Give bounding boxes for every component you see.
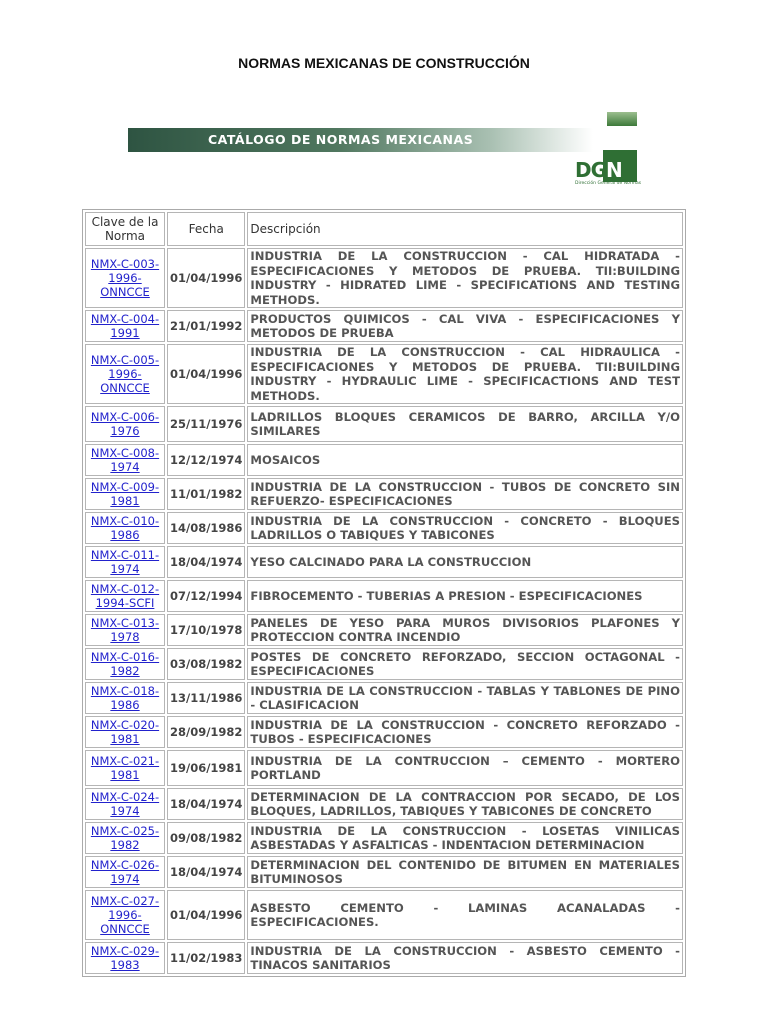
- norm-link[interactable]: NMX-C-027-1996-ONNCCE: [90, 894, 160, 936]
- cell-descripcion: PANELES DE YESO PARA MUROS DIVISORIOS PLAFONES Y PROTECCION CONTRA INCENDIO: [247, 614, 683, 646]
- cell-descripcion: INDUSTRIA DE LA CONSTRUCCION - LOSETAS VINILICAS ASBESTADAS Y ASFALTICAS - INDENTACION DETERMINACION: [247, 822, 683, 854]
- table-row: [85, 310, 683, 342]
- cell-descripcion: INDUSTRIA DE LA CONSTRUCCION - ASBESTO CEMENTO - TINACOS SANITARIOS: [247, 942, 683, 974]
- cell-clave: [85, 310, 165, 342]
- norm-link[interactable]: NMX-C-011-1974: [90, 548, 160, 576]
- cell-fecha: 14/08/1986: [167, 512, 245, 544]
- norm-link[interactable]: NMX-C-026-1974: [90, 858, 160, 886]
- norm-link[interactable]: NMX-C-016-1982: [90, 650, 160, 678]
- cell-descripcion: DETERMINACION DEL CONTENIDO DE BITUMEN EN MATERIALES BITUMINOSOS: [247, 856, 683, 888]
- cell-clave: [85, 890, 165, 940]
- cell-descripcion: INDUSTRIA DE LA CONSTRUCCION - TUBOS DE CONCRETO SIN REFUERZO- ESPECIFICACIONES: [247, 478, 683, 510]
- table-row: [85, 682, 683, 714]
- norm-link[interactable]: NMX-C-009-1981: [90, 480, 160, 508]
- cell-descripcion: MOSAICOS: [247, 444, 683, 476]
- cell-clave: [85, 788, 165, 820]
- logo-letters-dg: DG: [575, 158, 607, 182]
- norm-link[interactable]: NMX-C-013-1978: [90, 616, 160, 644]
- norm-link[interactable]: NMX-C-003-1996-ONNCCE: [90, 257, 160, 299]
- cell-fecha: 09/08/1982: [167, 822, 245, 854]
- cell-fecha: 21/01/1992: [167, 310, 245, 342]
- page-title: NORMAS MEXICANAS DE CONSTRUCCIÓN: [238, 55, 530, 71]
- cell-clave: [85, 512, 165, 544]
- cell-clave: [85, 822, 165, 854]
- table-row: [85, 546, 683, 578]
- cell-fecha: 11/02/1983: [167, 942, 245, 974]
- table-header-row: [85, 212, 683, 246]
- cell-clave: [85, 682, 165, 714]
- logo-tagline: Dirección General de Normas: [575, 181, 642, 186]
- cell-fecha: 25/11/1976: [167, 406, 245, 442]
- cell-clave: [85, 406, 165, 442]
- norm-link[interactable]: NMX-C-006-1976: [90, 410, 160, 438]
- cell-fecha: 18/04/1974: [167, 788, 245, 820]
- cell-fecha: 01/04/1996: [167, 890, 245, 940]
- cell-fecha: 17/10/1978: [167, 614, 245, 646]
- cell-fecha: 13/11/1986: [167, 682, 245, 714]
- cell-fecha: 12/12/1974: [167, 444, 245, 476]
- table-row: [85, 648, 683, 680]
- norm-link[interactable]: NMX-C-025-1982: [90, 824, 160, 852]
- cell-descripcion: INDUSTRIA DE LA CONSTRUCCION - TABLAS Y TABLONES DE PINO - CLASIFICACION: [247, 682, 683, 714]
- table-row: [85, 580, 683, 612]
- cell-fecha: 03/08/1982: [167, 648, 245, 680]
- cell-clave: [85, 344, 165, 404]
- table-row: [85, 822, 683, 854]
- table-body: [85, 248, 683, 974]
- cell-descripcion: INDUSTRIA DE LA CONSTRUCCION - CAL HIDRAULICA - ESPECIFICACIONES Y METODOS DE PRUEBA. TII:BUILDING INDUSTRY - HYDRAULIC LIME - SPECIFICACTIONS AND TEST METHODS.: [247, 344, 683, 404]
- table-row: [85, 614, 683, 646]
- norm-link[interactable]: NMX-C-029-1983: [90, 944, 160, 972]
- cell-clave: [85, 648, 165, 680]
- cell-descripcion: INDUSTRIA DE LA CONTRUCCION – CEMENTO - MORTERO PORTLAND: [247, 750, 683, 786]
- norm-link[interactable]: NMX-C-005-1996-ONNCCE: [90, 353, 160, 395]
- cell-clave: [85, 546, 165, 578]
- cell-fecha: 01/04/1996: [167, 344, 245, 404]
- table-row: [85, 856, 683, 888]
- cell-descripcion: FIBROCEMENTO - TUBERIAS A PRESION - ESPECIFICACIONES: [247, 580, 683, 612]
- table-row: [85, 942, 683, 974]
- table-row: [85, 478, 683, 510]
- table-row: [85, 444, 683, 476]
- cell-descripcion: INDUSTRIA DE LA CONSTRUCCION - CAL HIDRATADA - ESPECIFICACIONES Y METODOS DE PRUEBA. TII:BUILDING INDUSTRY - HIDRATED LIME - SPECIFICATIONS AND TESTING METHODS.: [247, 248, 683, 308]
- norm-link[interactable]: NMX-C-020-1981: [90, 718, 160, 746]
- header-descripcion: Descripción: [247, 212, 683, 246]
- logo-letters: [575, 158, 622, 182]
- cell-descripcion: POSTES DE CONCRETO REFORZADO, SECCION OCTAGONAL - ESPECIFICACIONES: [247, 648, 683, 680]
- cell-descripcion: YESO CALCINADO PARA LA CONSTRUCCION: [247, 546, 683, 578]
- norm-link[interactable]: NMX-C-010-1986: [90, 514, 160, 542]
- cell-clave: [85, 580, 165, 612]
- cell-fecha: 18/04/1974: [167, 546, 245, 578]
- norms-table: [82, 209, 686, 977]
- cell-fecha: 07/12/1994: [167, 580, 245, 612]
- cell-fecha: 28/09/1982: [167, 716, 245, 748]
- norm-link[interactable]: NMX-C-018-1986: [90, 684, 160, 712]
- table-row: [85, 344, 683, 404]
- cell-descripcion: LADRILLOS BLOQUES CERAMICOS DE BARRO, ARCILLA Y/O SIMILARES: [247, 406, 683, 442]
- dgn-logo: [573, 148, 642, 188]
- norm-link[interactable]: NMX-C-012-1994-SCFI: [90, 582, 160, 610]
- cell-fecha: 19/06/1981: [167, 750, 245, 786]
- cell-fecha: 01/04/1996: [167, 248, 245, 308]
- table-row: [85, 750, 683, 786]
- cell-descripcion: DETERMINACION DE LA CONTRACCION POR SECADO, DE LOS BLOQUES, LADRILLOS, TABIQUES Y TABICONES DE CONCRETO: [247, 788, 683, 820]
- cell-descripcion: INDUSTRIA DE LA CONSTRUCCION - CONCRETO - BLOQUES LADRILLOS O TABIQUES Y TABICONES: [247, 512, 683, 544]
- norm-link[interactable]: NMX-C-004-1991: [90, 312, 160, 340]
- cell-fecha: 11/01/1982: [167, 478, 245, 510]
- cell-clave: [85, 444, 165, 476]
- norm-link[interactable]: NMX-C-021-1981: [90, 754, 160, 782]
- cell-clave: [85, 716, 165, 748]
- cell-clave: [85, 856, 165, 888]
- cell-clave: [85, 614, 165, 646]
- cell-descripcion: INDUSTRIA DE LA CONSTRUCCION - CONCRETO REFORZADO - TUBOS - ESPECIFICACIONES: [247, 716, 683, 748]
- table-row: [85, 512, 683, 544]
- table-row: [85, 788, 683, 820]
- header-clave: Clave de la Norma: [85, 212, 165, 246]
- norm-link[interactable]: NMX-C-024-1974: [90, 790, 160, 818]
- header-fecha: Fecha: [167, 212, 245, 246]
- cell-clave: [85, 750, 165, 786]
- norm-link[interactable]: NMX-C-008-1974: [90, 446, 160, 474]
- cell-descripcion: ASBESTO CEMENTO - LAMINAS ACANALADAS - ESPECIFICACIONES.: [247, 890, 683, 940]
- cell-descripcion: PRODUCTOS QUIMICOS - CAL VIVA - ESPECIFICACIONES Y METODOS DE PRUEBA: [247, 310, 683, 342]
- table-row: [85, 406, 683, 442]
- cell-clave: [85, 942, 165, 974]
- table-row: [85, 890, 683, 940]
- cell-clave: [85, 248, 165, 308]
- table-row: [85, 716, 683, 748]
- cell-clave: [85, 478, 165, 510]
- catalog-banner: CATÁLOGO DE NORMAS MEXICANAS: [128, 128, 593, 152]
- table-row: [85, 248, 683, 308]
- logo-letter-n: N: [606, 158, 622, 182]
- cell-fecha: 18/04/1974: [167, 856, 245, 888]
- banner-accent-bar: [607, 112, 637, 126]
